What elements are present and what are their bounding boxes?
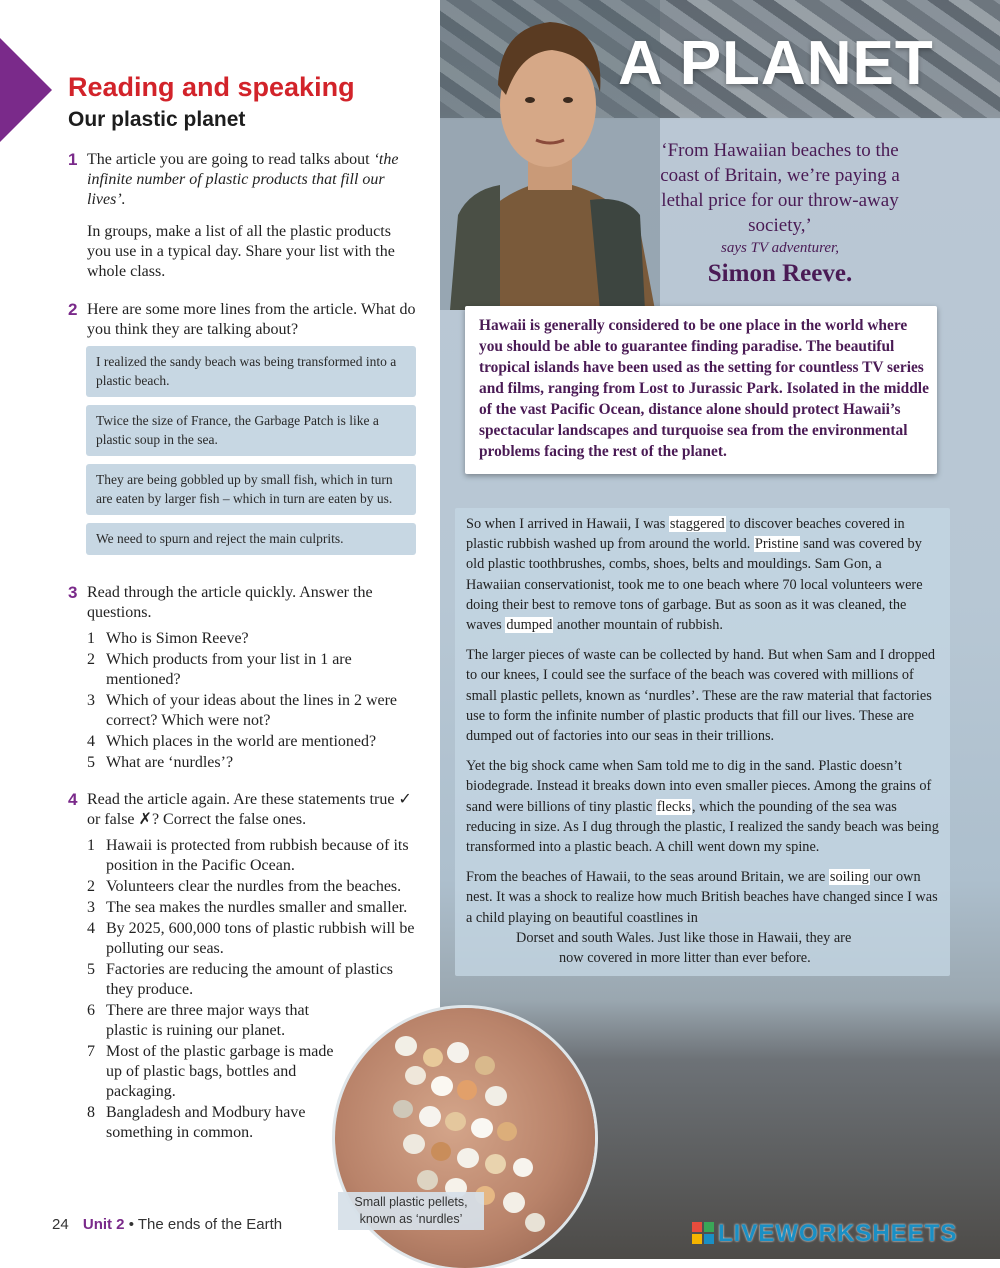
exercise-1-task: In groups, make a list of all the plastic products you use in a typical day. Share your list with the whole class. bbox=[87, 223, 395, 280]
article-pull-quote bbox=[655, 138, 905, 290]
list-item: 2 Which products from your list in 1 are mentioned? bbox=[87, 651, 352, 688]
liveworksheets-logo-icon bbox=[692, 1222, 714, 1244]
pull-quote-text: ‘From Hawaiian beaches to the coast of Britain, we’re paying a lethal price for our throw-away society,’ bbox=[660, 140, 900, 236]
list-item: 4 Which places in the world are mentioned? bbox=[87, 733, 377, 750]
article-intro: Hawaii is generally considered to be one place in the world where you should be able to guarantee finding paradise. The beautiful tropical islands have been used as the setting for countless TV series and films, ranging from Lost to Jurassic Park. Isolated in the middle of the vast Pacific Ocean, distance alone should protect Hawaii’s spectacular landscapes and turquoise sea from the environmental problems facing the rest of the planet. bbox=[465, 306, 937, 474]
unit-label: Unit 2 bbox=[82, 1216, 125, 1233]
list-item: 1 Who is Simon Reeve? bbox=[87, 630, 249, 647]
quote-box: Twice the size of France, the Garbage Patch is like a plastic soup in the sea. bbox=[86, 405, 416, 456]
article-paragraph: From the beaches of Hawaii, to the seas around Britain, we are soiling our own nest. It was a shock to realize how much British beaches have changed since I was a child playing on beautiful coastlines in Dorset and south Wales. Just like those in Hawaii, they are now covered in more litter than ever before. bbox=[466, 869, 938, 967]
exercise-4-text: Read the article again. Are these statements true ✓ or false ✗? Correct the false ones. bbox=[87, 791, 412, 828]
exercise-number: 2 bbox=[68, 300, 78, 319]
exercise-3-questions bbox=[87, 629, 417, 773]
pellet-caption: Small plastic pellets, known as ‘nurdles’ bbox=[338, 1192, 484, 1230]
watermark: LIVEWORKSHEETS bbox=[718, 1220, 958, 1247]
list-item: 5 Factories are reducing the amount of plastics they produce. bbox=[87, 961, 394, 998]
exercise-number: 3 bbox=[68, 583, 78, 602]
exercise-1-text: The article you are going to read talks about bbox=[87, 151, 370, 168]
article-body bbox=[455, 508, 950, 976]
quote-box: We need to spurn and reject the main culprits. bbox=[86, 523, 416, 555]
exercise-1 bbox=[68, 150, 417, 294]
exercise-3 bbox=[68, 583, 417, 774]
list-item: 3 Which of your ideas about the lines in 2 were correct? Which were not? bbox=[87, 692, 398, 729]
footer-bullet: • bbox=[128, 1216, 134, 1233]
highlighted-word[interactable]: Pristine bbox=[754, 536, 799, 553]
list-item: 5 What are ‘nurdles’? bbox=[87, 754, 234, 771]
section-tab-marker bbox=[0, 38, 52, 142]
exercise-1-quote: ‘the infinite number of plastic products that fill our lives’. bbox=[87, 151, 399, 208]
list-item: 3 The sea makes the nurdles smaller and smaller. bbox=[87, 899, 408, 916]
highlighted-word[interactable]: dumped bbox=[506, 617, 553, 634]
pull-quote-attribution: says TV adventurer, bbox=[721, 240, 839, 256]
quote-box: They are being gobbled up by small fish, which in turn are eaten by larger fish – which in turn are eaten by us. bbox=[86, 464, 416, 515]
highlighted-word[interactable]: soiling bbox=[829, 869, 869, 886]
page-footer bbox=[52, 1216, 282, 1233]
presenter-name: Simon Reeve bbox=[707, 260, 846, 287]
exercise-number: 4 bbox=[68, 790, 78, 809]
article-paragraph: Yet the big shock came when Sam told me to dig in the sand. Plastic doesn’t biodegrade. Instead it breaks down into even smaller pieces. Among the grains of sand were billions of tiny plastic flecks, which the pounding of the sea was reducing in size. As I dug through the plastic, I realized the sandy beach was being transformed into a plastic beach. A chill went down my spine. bbox=[466, 758, 939, 856]
quote-box: I realized the sandy beach was being transformed into a plastic beach. bbox=[86, 346, 416, 397]
list-item: 4 By 2025, 600,000 tons of plastic rubbish will be polluting our seas. bbox=[87, 920, 415, 957]
article-heading: A PLANET bbox=[618, 29, 934, 98]
section-subtitle: Our plastic planet bbox=[68, 108, 246, 131]
highlighted-word[interactable]: staggered bbox=[669, 516, 725, 532]
list-item: 7 Most of the plastic garbage is made up of plastic bags, bottles and packaging. bbox=[87, 1043, 334, 1100]
section-title: Reading and speaking bbox=[68, 72, 355, 102]
exercise-number: 1 bbox=[68, 150, 78, 169]
quote-list bbox=[86, 346, 416, 563]
list-item: 2 Volunteers clear the nurdles from the beaches. bbox=[87, 878, 402, 895]
name-period: . bbox=[845, 260, 853, 287]
exercise-3-text: Read through the article quickly. Answer the questions. bbox=[87, 584, 373, 621]
exercise-2-text: Here are some more lines from the article. What do you think they are talking about? bbox=[87, 301, 416, 338]
list-item: 1 Hawaii is protected from rubbish because of its position in the Pacific Ocean. bbox=[87, 837, 409, 874]
page-number: 24 bbox=[52, 1216, 69, 1233]
list-item: 6 There are three major ways that plastic is ruining our planet. bbox=[87, 1002, 310, 1039]
highlighted-word[interactable]: flecks bbox=[656, 798, 691, 815]
list-item: 8 Bangladesh and Modbury have something in common. bbox=[87, 1104, 306, 1141]
exercise-2 bbox=[68, 300, 417, 352]
unit-title: The ends of the Earth bbox=[137, 1216, 283, 1233]
article-paragraph: So when I arrived in Hawaii, I was staggered to discover beaches covered in plastic rubbish washed up from around the world. Pristine sand was covered by old plastic toothbrushes, combs, shoes, belts and mouldings. Sam Gon, a Hawaiian conservationist, took me to one beach where 70 local volunteers were doing their best to remove tons of garbage. But as soon as it was cleaned, the waves dumped another mountain of rubbish. bbox=[466, 516, 923, 634]
article-paragraph: The larger pieces of waste can be collected by hand. But when Sam and I dropped to our knees, I could see the surface of the beach was covered with millions of small plastic pellets, known as ‘nurdles’. These are the raw material that factories use to form the infinite number of plastic products that fill our lives. These are dumped out of factories into our seas in their trillions. bbox=[466, 647, 935, 745]
